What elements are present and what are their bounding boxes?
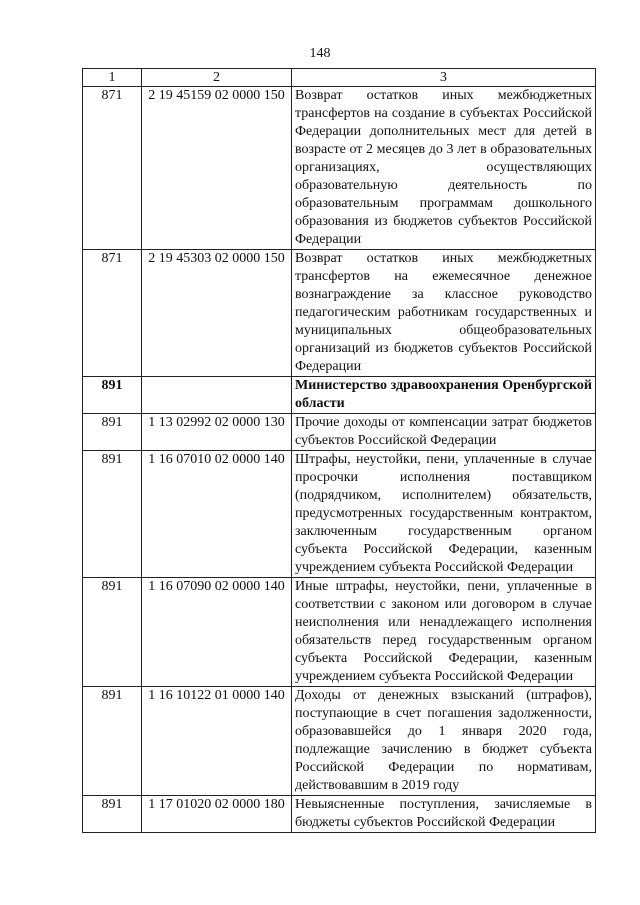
revenue-name-cell: Возврат остатков иных межбюджетных трансфертов на создание в субъектах Российской Федерации дополнительных мест для детей в возрасте от 2 месяцев до 3 лет в образовательных организациях, осуществляющих образовательную деятельность по образовательным программам дошкольного образования из бюджетов субъектов Российской Федерации [292, 87, 596, 250]
page-number: 148 [309, 46, 331, 61]
admin-code-cell: 891 [83, 451, 142, 578]
table-row [83, 796, 596, 833]
revenue-name-cell: Иные штрафы, неустойки, пени, уплаченные в соответствии с законом или договором в случае неисполнения или ненадлежащего исполнения обязательств перед государственным органом субъекта Российской Федерации, казенным учреждением субъекта Российской Федерации [292, 578, 596, 687]
table-row [83, 87, 596, 250]
section-header-row [83, 377, 596, 414]
revenue-code-cell: 2 19 45159 02 0000 150 [142, 87, 292, 250]
revenue-name-cell: Прочие доходы от компенсации затрат бюджетов субъектов Российской Федерации [292, 414, 596, 451]
revenue-code-cell [142, 377, 292, 414]
column-header-2: 2 [142, 69, 292, 87]
revenue-name-cell: Невыясненные поступления, зачисляемые в бюджеты субъектов Российской Федерации [292, 796, 596, 833]
table-header-row [83, 69, 596, 87]
column-header-1: 1 [83, 69, 142, 87]
table-row [83, 250, 596, 377]
admin-code-cell: 891 [83, 414, 142, 451]
ministry-name-cell: Министерство здравоохранения Оренбургской области [292, 377, 596, 414]
revenue-code-cell: 1 16 07010 02 0000 140 [142, 451, 292, 578]
admin-code-cell: 871 [83, 250, 142, 377]
revenue-name-cell: Штрафы, неустойки, пени, уплаченные в случае просрочки исполнения поставщиком (подрядчиком, исполнителем) обязательств, предусмотренных государственным контрактом, заключенным государственным органом субъекта Российской Федерации, казенным учреждением субъекта Российской Федерации [292, 451, 596, 578]
column-header-3: 3 [292, 69, 596, 87]
admin-code-cell: 891 [83, 687, 142, 796]
admin-code-cell: 891 [83, 578, 142, 687]
admin-code-cell: 891 [83, 377, 142, 414]
table-row [83, 578, 596, 687]
revenue-name-cell: Возврат остатков иных межбюджетных трансфертов на ежемесячное денежное вознаграждение за классное руководство педагогическим работникам государственных и муниципальных общеобразовательных организаций из бюджетов субъектов Российской Федерации [292, 250, 596, 377]
revenue-code-cell: 1 13 02992 02 0000 130 [142, 414, 292, 451]
revenue-code-cell: 2 19 45303 02 0000 150 [142, 250, 292, 377]
admin-code-cell: 891 [83, 796, 142, 833]
revenue-name-cell: Доходы от денежных взысканий (штрафов), поступающие в счет погашения задолженности, образовавшейся до 1 января 2020 года, подлежащие зачислению в бюджет субъекта Российской Федерации по нормативам, действовавшим в 2019 году [292, 687, 596, 796]
table-row [83, 414, 596, 451]
revenue-code-cell: 1 16 07090 02 0000 140 [142, 578, 292, 687]
revenue-codes-table [82, 68, 596, 833]
admin-code-cell: 871 [83, 87, 142, 250]
table-row [83, 687, 596, 796]
table-row [83, 451, 596, 578]
revenue-code-cell: 1 16 10122 01 0000 140 [142, 687, 292, 796]
revenue-code-cell: 1 17 01020 02 0000 180 [142, 796, 292, 833]
